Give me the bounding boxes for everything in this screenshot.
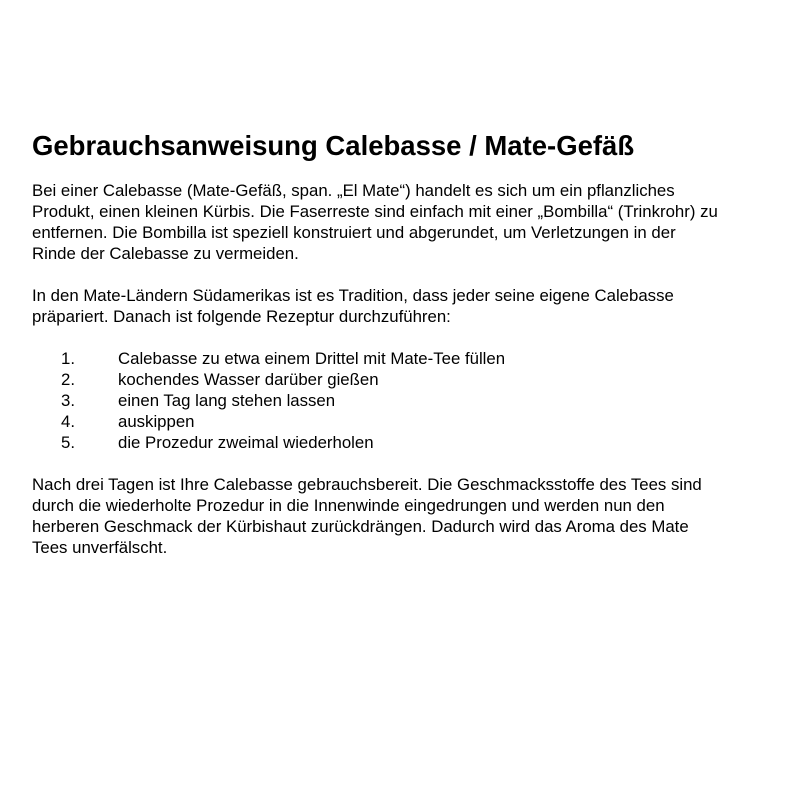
step-number: 1.: [61, 349, 75, 368]
intro-line: Produkt, einen kleinen Kürbis. Die Faserreste sind einfach mit einer „Bombilla“ (Trinkrohr) zu: [32, 202, 718, 221]
recipe-step: [32, 432, 792, 453]
document-title: Gebrauchsanweisung Calebasse / Mate-Gefäß: [32, 130, 635, 161]
closing-line: durch die wiederholte Prozedur in die Innenwinde eingedrungen und werden nun den: [32, 496, 665, 515]
recipe-steps-list: [32, 348, 792, 453]
step-text: Calebasse zu etwa einem Drittel mit Mate-Tee füllen: [118, 349, 506, 368]
step-number: 3.: [61, 391, 75, 410]
tradition-paragraph: [32, 285, 792, 327]
closing-line: Nach drei Tagen ist Ihre Calebasse gebrauchsbereit. Die Geschmacksstoffe des Tees sind: [32, 475, 702, 494]
step-number: 2.: [61, 370, 75, 389]
step-text: auskippen: [118, 412, 195, 431]
recipe-step: [32, 369, 792, 390]
recipe-step: [32, 390, 792, 411]
tradition-line: präpariert. Danach ist folgende Rezeptur durchzuführen:: [32, 307, 451, 326]
step-text: die Prozedur zweimal wiederholen: [118, 433, 374, 452]
intro-line: entfernen. Die Bombilla ist speziell konstruiert und abgerundet, um Verletzungen in der: [32, 223, 676, 242]
recipe-step: [32, 411, 792, 432]
closing-line: herberen Geschmack der Kürbishaut zurückdrängen. Dadurch wird das Aroma des Mate: [32, 517, 689, 536]
tradition-line: In den Mate-Ländern Südamerikas ist es Tradition, dass jeder seine eigene Calebasse: [32, 286, 674, 305]
intro-line: Bei einer Calebasse (Mate-Gefäß, span. „El Mate“) handelt es sich um ein pflanzliches: [32, 181, 675, 200]
step-text: einen Tag lang stehen lassen: [118, 391, 336, 410]
step-number: 4.: [61, 412, 75, 431]
intro-paragraph: [32, 180, 792, 264]
step-text: kochendes Wasser darüber gießen: [118, 370, 379, 389]
closing-line: Tees unverfälscht.: [32, 538, 168, 557]
recipe-step: [32, 348, 792, 369]
document: [32, 126, 792, 558]
intro-line: Rinde der Calebasse zu vermeiden.: [32, 244, 299, 263]
closing-paragraph: [32, 474, 792, 558]
step-number: 5.: [61, 433, 75, 452]
